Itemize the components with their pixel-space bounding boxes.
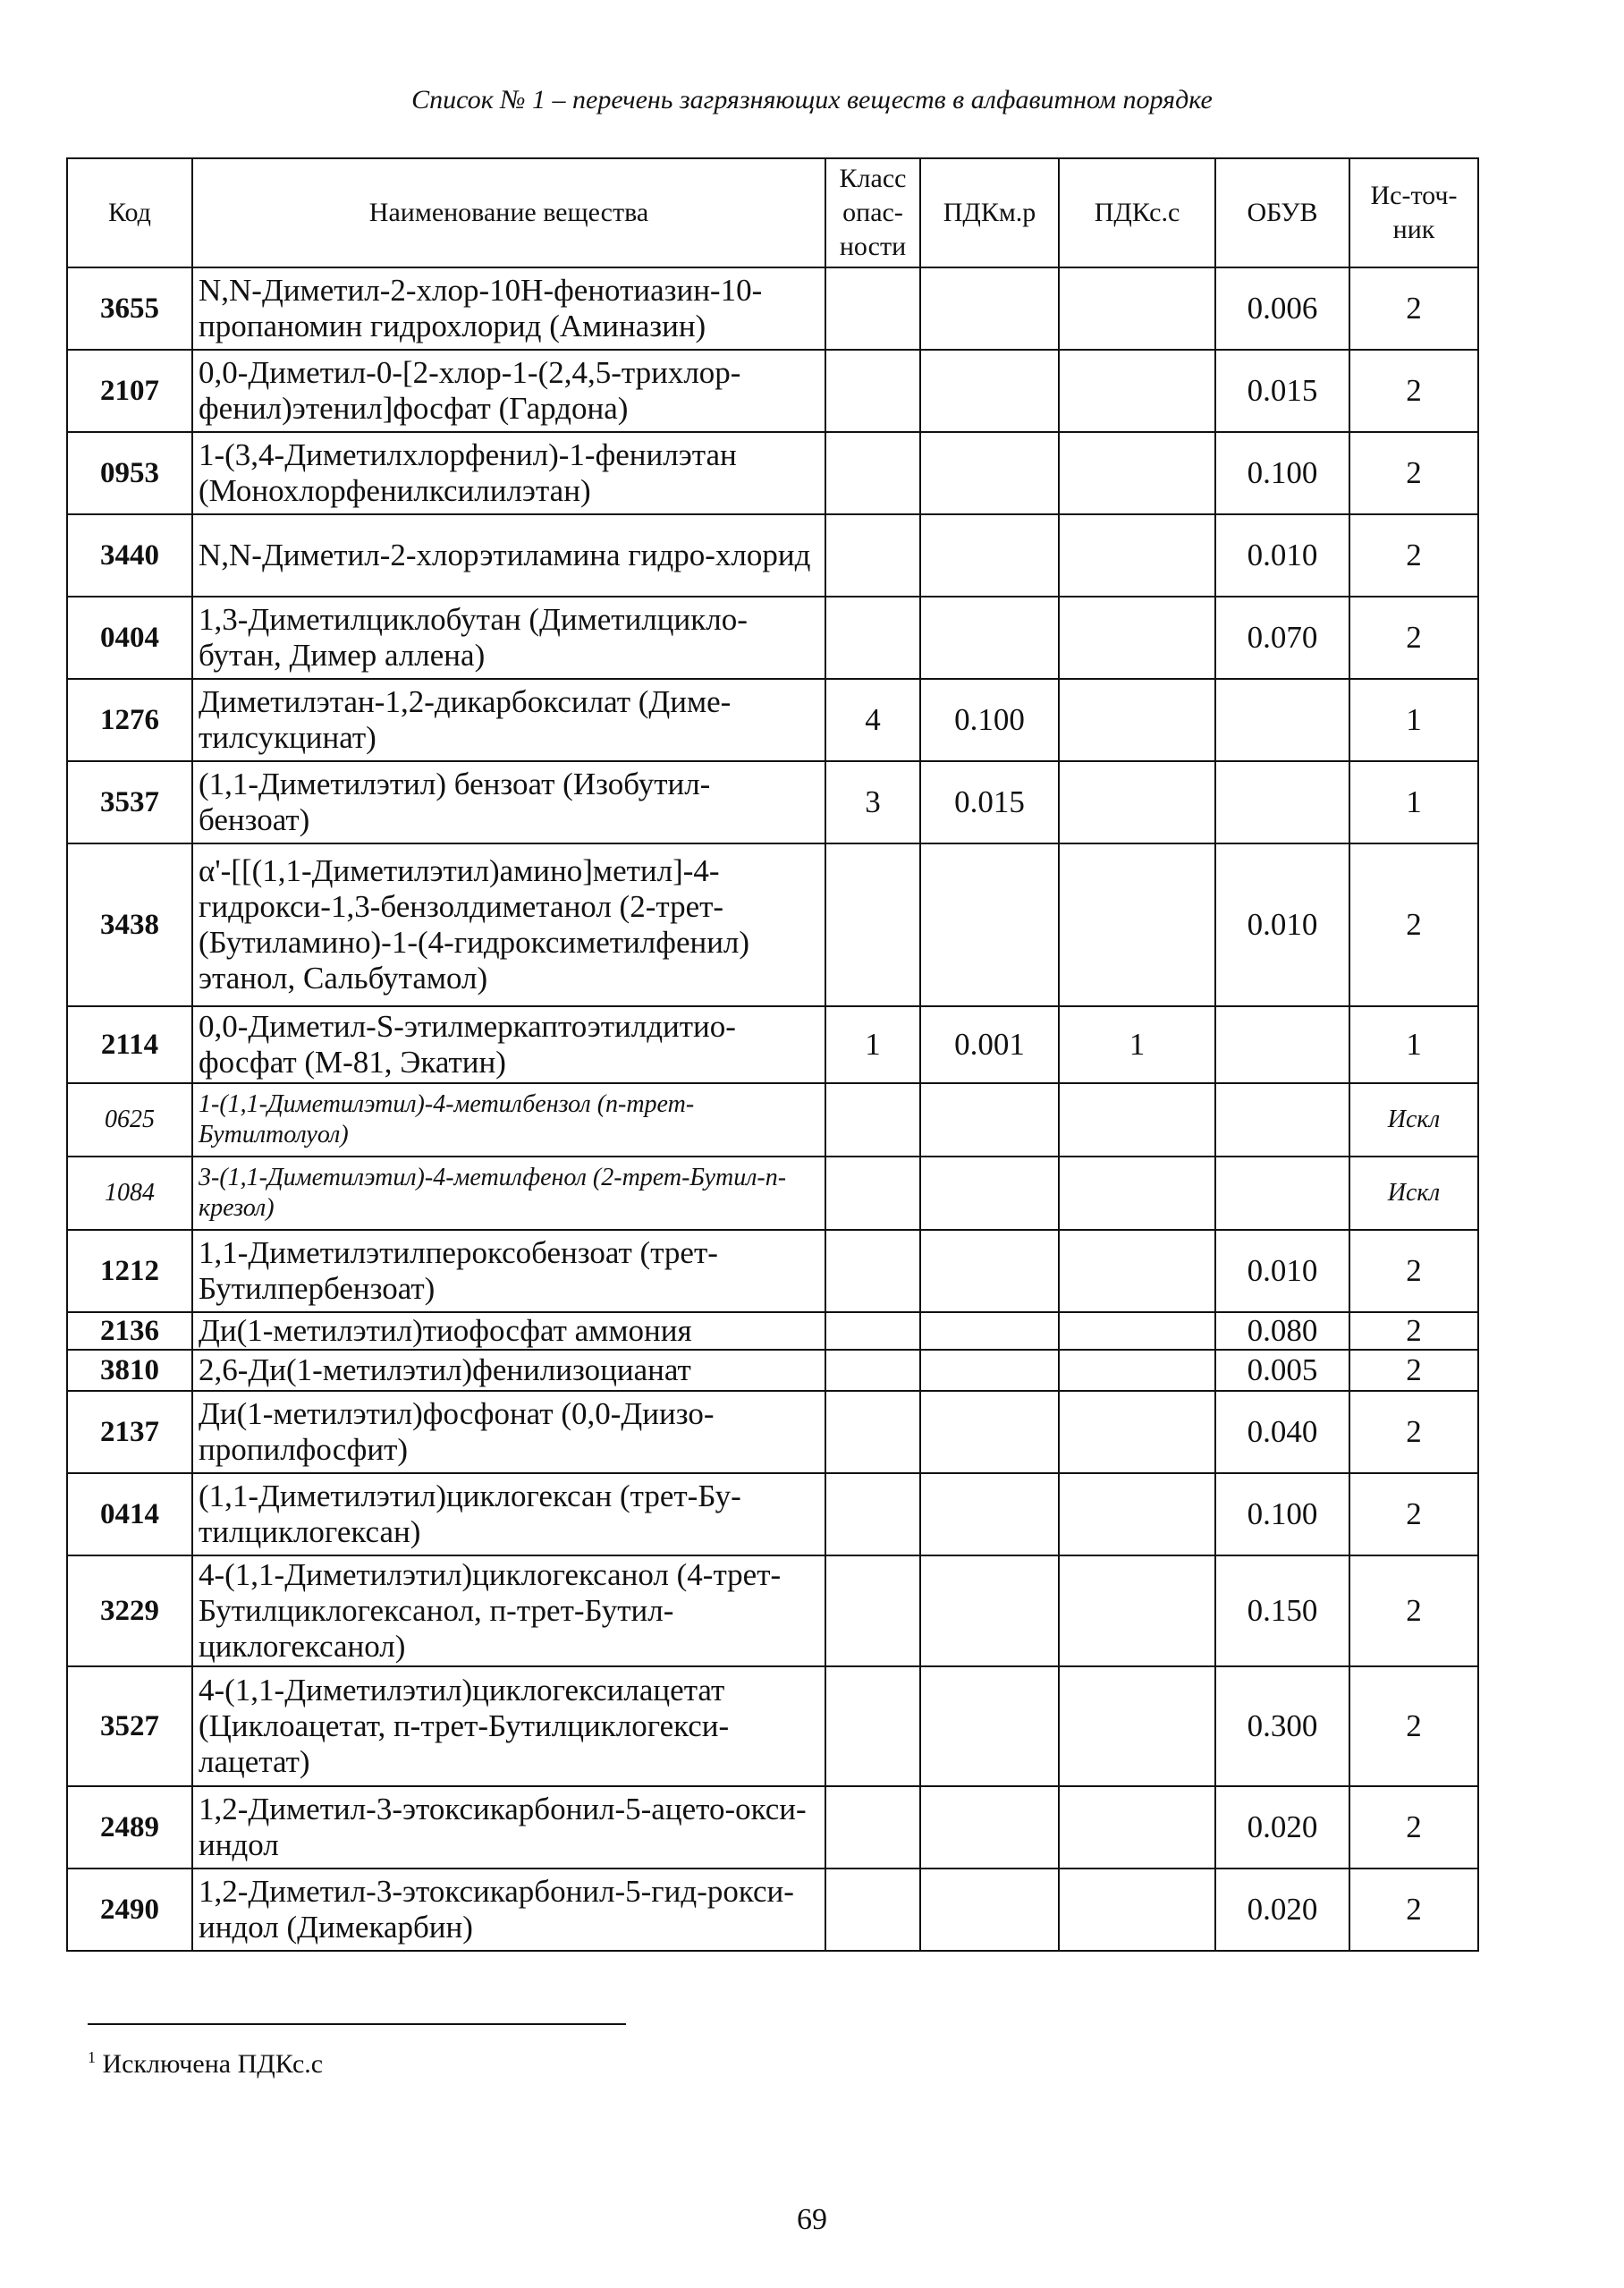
table-row [67, 1157, 1478, 1230]
header-pdk-mr: ПДКм.р [920, 158, 1059, 267]
cell-pdk-ss [1059, 1869, 1215, 1951]
cell-obuv [1215, 679, 1349, 761]
cell-code: 0953 [67, 432, 192, 514]
cell-source: 2 [1349, 514, 1478, 597]
cell-obuv [1215, 761, 1349, 843]
cell-hazard-class [825, 267, 920, 350]
cell-source: 1 [1349, 1006, 1478, 1083]
cell-code: 3655 [67, 267, 192, 350]
cell-pdk-mr [920, 1230, 1059, 1312]
cell-pdk-mr [920, 1312, 1059, 1350]
cell-code: 1084 [67, 1157, 192, 1230]
header-source: Ис-точ-ник [1349, 158, 1478, 267]
cell-obuv: 0.300 [1215, 1666, 1349, 1786]
cell-hazard-class [825, 1350, 920, 1391]
cell-obuv: 0.005 [1215, 1350, 1349, 1391]
footnote-marker: 1 [88, 2048, 96, 2066]
cell-pdk-ss [1059, 679, 1215, 761]
cell-name: 4-(1,1-Диметилэтил)циклогексанол (4-трет-Бутилциклогексанол, п-трет-Бутил-циклогексанол) [192, 1555, 825, 1666]
cell-pdk-ss [1059, 514, 1215, 597]
cell-source: 1 [1349, 679, 1478, 761]
cell-pdk-mr: 0.100 [920, 679, 1059, 761]
cell-obuv: 0.015 [1215, 350, 1349, 432]
cell-obuv [1215, 1083, 1349, 1157]
cell-name: 1,3-Диметилциклобутан (Диметилцикло-бутан, Димер аллена) [192, 597, 825, 679]
table-row [67, 1473, 1478, 1555]
cell-obuv: 0.020 [1215, 1786, 1349, 1869]
cell-pdk-ss [1059, 1391, 1215, 1473]
cell-pdk-ss [1059, 1312, 1215, 1350]
cell-code: 3229 [67, 1555, 192, 1666]
cell-pdk-mr [920, 1391, 1059, 1473]
cell-source: 2 [1349, 1473, 1478, 1555]
cell-pdk-ss [1059, 350, 1215, 432]
table-row [67, 597, 1478, 679]
cell-pdk-mr [920, 1869, 1059, 1951]
cell-hazard-class: 3 [825, 761, 920, 843]
cell-code: 2107 [67, 350, 192, 432]
cell-pdk-mr [920, 514, 1059, 597]
cell-name: 3-(1,1-Диметилэтил)-4-метилфенол (2-трет-Бутил-п-крезол) [192, 1157, 825, 1230]
cell-name: α'-[[(1,1-Диметилэтил)амино]метил]-4-гидрокси-1,3-бензолдиметанол (2-трет-(Бутиламино)-1-(4-гидроксиметилфенил) этанол, Сальбутамол) [192, 843, 825, 1006]
cell-name: 2,6-Ди(1-метилэтил)фенилизоцианат [192, 1350, 825, 1391]
cell-code: 3438 [67, 843, 192, 1006]
cell-hazard-class [825, 432, 920, 514]
cell-source: 2 [1349, 1350, 1478, 1391]
table-row [67, 679, 1478, 761]
cell-source: 2 [1349, 597, 1478, 679]
cell-source: 1 [1349, 761, 1478, 843]
table-row [67, 514, 1478, 597]
cell-code: 0404 [67, 597, 192, 679]
cell-pdk-ss [1059, 1555, 1215, 1666]
cell-obuv: 0.150 [1215, 1555, 1349, 1666]
cell-hazard-class [825, 1786, 920, 1869]
cell-pdk-mr [920, 1666, 1059, 1786]
cell-code: 0414 [67, 1473, 192, 1555]
footnote [88, 2039, 323, 2082]
cell-hazard-class [825, 1555, 920, 1666]
cell-pdk-mr [920, 1157, 1059, 1230]
cell-pdk-ss [1059, 1157, 1215, 1230]
cell-name: (1,1-Диметилэтил)циклогексан (трет-Бу-тилциклогексан) [192, 1473, 825, 1555]
cell-pdk-ss: 1 [1059, 1006, 1215, 1083]
cell-code: 2489 [67, 1786, 192, 1869]
cell-name: Диметилэтан-1,2-дикарбоксилат (Диме-тилсукцинат) [192, 679, 825, 761]
cell-pdk-ss [1059, 1230, 1215, 1312]
cell-source: 2 [1349, 432, 1478, 514]
cell-code: 2490 [67, 1869, 192, 1951]
page-title: Список № 1 – перечень загрязняющих веществ в алфавитном порядке [411, 85, 1213, 114]
cell-code: 3537 [67, 761, 192, 843]
cell-source: Искл [1349, 1083, 1478, 1157]
cell-hazard-class [825, 1312, 920, 1350]
cell-hazard-class [825, 597, 920, 679]
table-row [67, 350, 1478, 432]
cell-obuv: 0.100 [1215, 1473, 1349, 1555]
cell-source: 2 [1349, 1869, 1478, 1951]
cell-pdk-mr [920, 267, 1059, 350]
header-name: Наименование вещества [192, 158, 825, 267]
table-row [67, 1666, 1478, 1786]
cell-pdk-mr [920, 1555, 1059, 1666]
cell-hazard-class: 4 [825, 679, 920, 761]
cell-name: 1,2-Диметил-3-этоксикарбонил-5-гид-рокси-индол (Димекарбин) [192, 1869, 825, 1951]
cell-hazard-class [825, 1230, 920, 1312]
cell-name: 0,0-Диметил-S-этилмеркаптоэтилдитио-фосфат (М-81, Экатин) [192, 1006, 825, 1083]
table-row [67, 1786, 1478, 1869]
cell-hazard-class [825, 1473, 920, 1555]
cell-name: N,N-Диметил-2-хлор-10Н-фенотиазин-10-пропаномин гидрохлорид (Аминазин) [192, 267, 825, 350]
cell-name: 4-(1,1-Диметилэтил)циклогексилацетат (Циклоацетат, п-трет-Бутилциклогекси-лацетат) [192, 1666, 825, 1786]
page-number: 69 [797, 2203, 827, 2236]
cell-hazard-class [825, 1869, 920, 1951]
cell-obuv: 0.070 [1215, 597, 1349, 679]
cell-hazard-class [825, 350, 920, 432]
cell-name: Ди(1-метилэтил)тиофосфат аммония [192, 1312, 825, 1350]
table-row [67, 1391, 1478, 1473]
cell-source: 2 [1349, 267, 1478, 350]
cell-name: 1-(3,4-Диметилхлорфенил)-1-фенилэтан (Монохлорфенилксилилэтан) [192, 432, 825, 514]
cell-hazard-class [825, 1666, 920, 1786]
footnote-divider [88, 2023, 626, 2025]
cell-code: 3527 [67, 1666, 192, 1786]
cell-pdk-ss [1059, 1350, 1215, 1391]
cell-source: 2 [1349, 1312, 1478, 1350]
cell-name: N,N-Диметил-2-хлорэтиламина гидро-хлорид [192, 514, 825, 597]
cell-pdk-ss [1059, 843, 1215, 1006]
cell-source: 2 [1349, 350, 1478, 432]
header-code: Код [67, 158, 192, 267]
cell-code: 2136 [67, 1312, 192, 1350]
cell-obuv: 0.006 [1215, 267, 1349, 350]
cell-source: 2 [1349, 1555, 1478, 1666]
cell-pdk-mr [920, 432, 1059, 514]
table-row [67, 1869, 1478, 1951]
cell-code: 1212 [67, 1230, 192, 1312]
cell-name: 0,0-Диметил-0-[2-хлор-1-(2,4,5-трихлор-фенил)этенил]фосфат (Гардона) [192, 350, 825, 432]
cell-pdk-ss [1059, 1786, 1215, 1869]
cell-pdk-mr [920, 1786, 1059, 1869]
cell-pdk-ss [1059, 1473, 1215, 1555]
table-row [67, 1555, 1478, 1666]
table-row [67, 1230, 1478, 1312]
header-pdk-ss: ПДКс.с [1059, 158, 1215, 267]
cell-name: Ди(1-метилэтил)фосфонат (0,0-Диизо-пропилфосфит) [192, 1391, 825, 1473]
cell-pdk-ss [1059, 432, 1215, 514]
cell-pdk-ss [1059, 1666, 1215, 1786]
cell-source: 2 [1349, 1230, 1478, 1312]
cell-code: 1276 [67, 679, 192, 761]
cell-name: 1-(1,1-Диметилэтил)-4-метилбензол (п-трет-Бутилтолуол) [192, 1083, 825, 1157]
cell-source: 2 [1349, 843, 1478, 1006]
table-row [67, 761, 1478, 843]
cell-pdk-ss [1059, 267, 1215, 350]
cell-hazard-class [825, 514, 920, 597]
header-obuv: ОБУВ [1215, 158, 1349, 267]
table-row [67, 432, 1478, 514]
table-row [67, 1006, 1478, 1083]
cell-code: 3440 [67, 514, 192, 597]
table-row [67, 1083, 1478, 1157]
cell-obuv [1215, 1006, 1349, 1083]
cell-pdk-mr: 0.001 [920, 1006, 1059, 1083]
table-row [67, 1312, 1478, 1350]
cell-source: 2 [1349, 1666, 1478, 1786]
cell-obuv: 0.010 [1215, 843, 1349, 1006]
cell-hazard-class [825, 843, 920, 1006]
cell-pdk-mr [920, 350, 1059, 432]
cell-obuv [1215, 1157, 1349, 1230]
cell-obuv: 0.020 [1215, 1869, 1349, 1951]
cell-pdk-ss [1059, 597, 1215, 679]
cell-hazard-class [825, 1157, 920, 1230]
cell-pdk-ss [1059, 1083, 1215, 1157]
cell-obuv: 0.080 [1215, 1312, 1349, 1350]
cell-code: 2137 [67, 1391, 192, 1473]
cell-pdk-mr [920, 843, 1059, 1006]
cell-name: 1,2-Диметил-3-этоксикарбонил-5-ацето-окси-индол [192, 1786, 825, 1869]
cell-pdk-mr [920, 1083, 1059, 1157]
table-body [67, 267, 1478, 1951]
cell-name: (1,1-Диметилэтил) бензоат (Изобутил-бензоат) [192, 761, 825, 843]
substances-table [66, 157, 1479, 1952]
table-header-row [67, 158, 1478, 267]
table-row [67, 843, 1478, 1006]
cell-pdk-mr [920, 1473, 1059, 1555]
cell-hazard-class [825, 1391, 920, 1473]
cell-name: 1,1-Диметилэтилпероксобензоат (трет-Бутилпербензоат) [192, 1230, 825, 1312]
cell-pdk-ss [1059, 761, 1215, 843]
cell-pdk-mr: 0.015 [920, 761, 1059, 843]
cell-obuv: 0.040 [1215, 1391, 1349, 1473]
table-row [67, 267, 1478, 350]
cell-source: Искл [1349, 1157, 1478, 1230]
cell-obuv: 0.010 [1215, 514, 1349, 597]
cell-code: 2114 [67, 1006, 192, 1083]
cell-obuv: 0.010 [1215, 1230, 1349, 1312]
cell-source: 2 [1349, 1786, 1478, 1869]
cell-code: 0625 [67, 1083, 192, 1157]
cell-hazard-class: 1 [825, 1006, 920, 1083]
cell-code: 3810 [67, 1350, 192, 1391]
cell-hazard-class [825, 1083, 920, 1157]
cell-pdk-mr [920, 597, 1059, 679]
cell-pdk-mr [920, 1350, 1059, 1391]
table-row [67, 1350, 1478, 1391]
header-hazard-class: Класс опас-ности [825, 158, 920, 267]
cell-source: 2 [1349, 1391, 1478, 1473]
footnote-text: Исключена ПДКс.с [102, 2049, 324, 2079]
cell-obuv: 0.100 [1215, 432, 1349, 514]
